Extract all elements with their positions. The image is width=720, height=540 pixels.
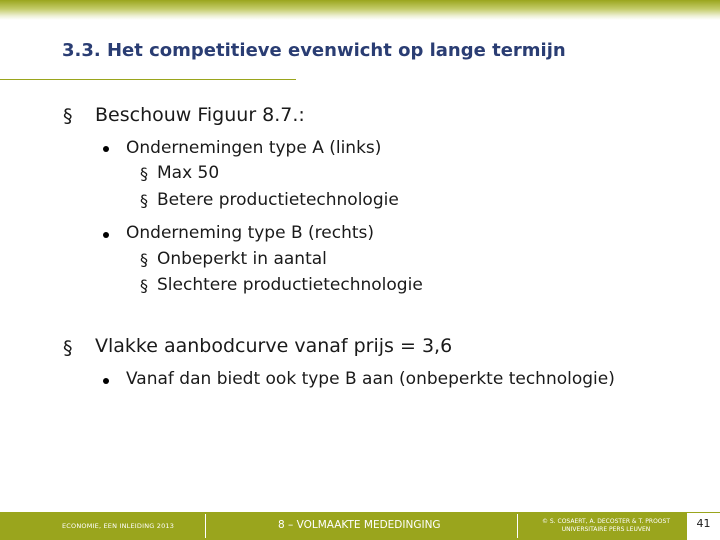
sub-sub-bullet-text: Onbeperkt in aantal [157,249,327,269]
slide-title: 3.3. Het competitieve evenwicht op lange termijn [62,40,566,61]
sub-sub-bullet-text: Max 50 [157,163,220,183]
bullet-text: Beschouw Figuur 8.7.: [95,104,305,126]
round-bullet-icon [103,378,109,384]
sub-bullet-text: Onderneming type B (rechts) [126,223,375,243]
square-bullet-icon: § [63,337,73,359]
sub-bullet-text: Ondernemingen type A (links) [126,138,382,158]
square-bullet-icon: § [140,250,148,269]
footer-divider [517,514,518,538]
square-bullet-icon: § [63,105,73,127]
sub-sub-bullet-text: Betere productietechnologie [157,190,399,210]
footer-copyright [532,518,680,534]
page-number: 41 [687,513,720,540]
footer-chapter-title: 8 – VOLMAAKTE MEDEDINGING [278,519,441,531]
bullet-text: Vlakke aanbodcurve vanaf prijs = 3,6 [95,335,453,357]
sub-bullet-text: Vanaf dan biedt ook type B aan (onbeperkte technologie) [126,369,615,389]
footer-copyright-line1: © S. COSAERT, A. DECOSTER & T. PROOST [541,518,670,525]
round-bullet-icon [103,146,109,152]
round-bullet-icon [103,232,109,238]
footer-course-title: ECONOMIE, EEN INLEIDING 2013 [62,522,175,530]
footer-copyright-line2: UNIVERSITAIRE PERS LEUVEN [561,526,651,533]
sub-sub-bullet-text: Slechtere productietechnologie [157,275,423,295]
square-bullet-icon: § [140,191,148,210]
square-bullet-icon: § [140,276,148,295]
footer-divider [205,514,206,538]
square-bullet-icon: § [140,164,148,183]
